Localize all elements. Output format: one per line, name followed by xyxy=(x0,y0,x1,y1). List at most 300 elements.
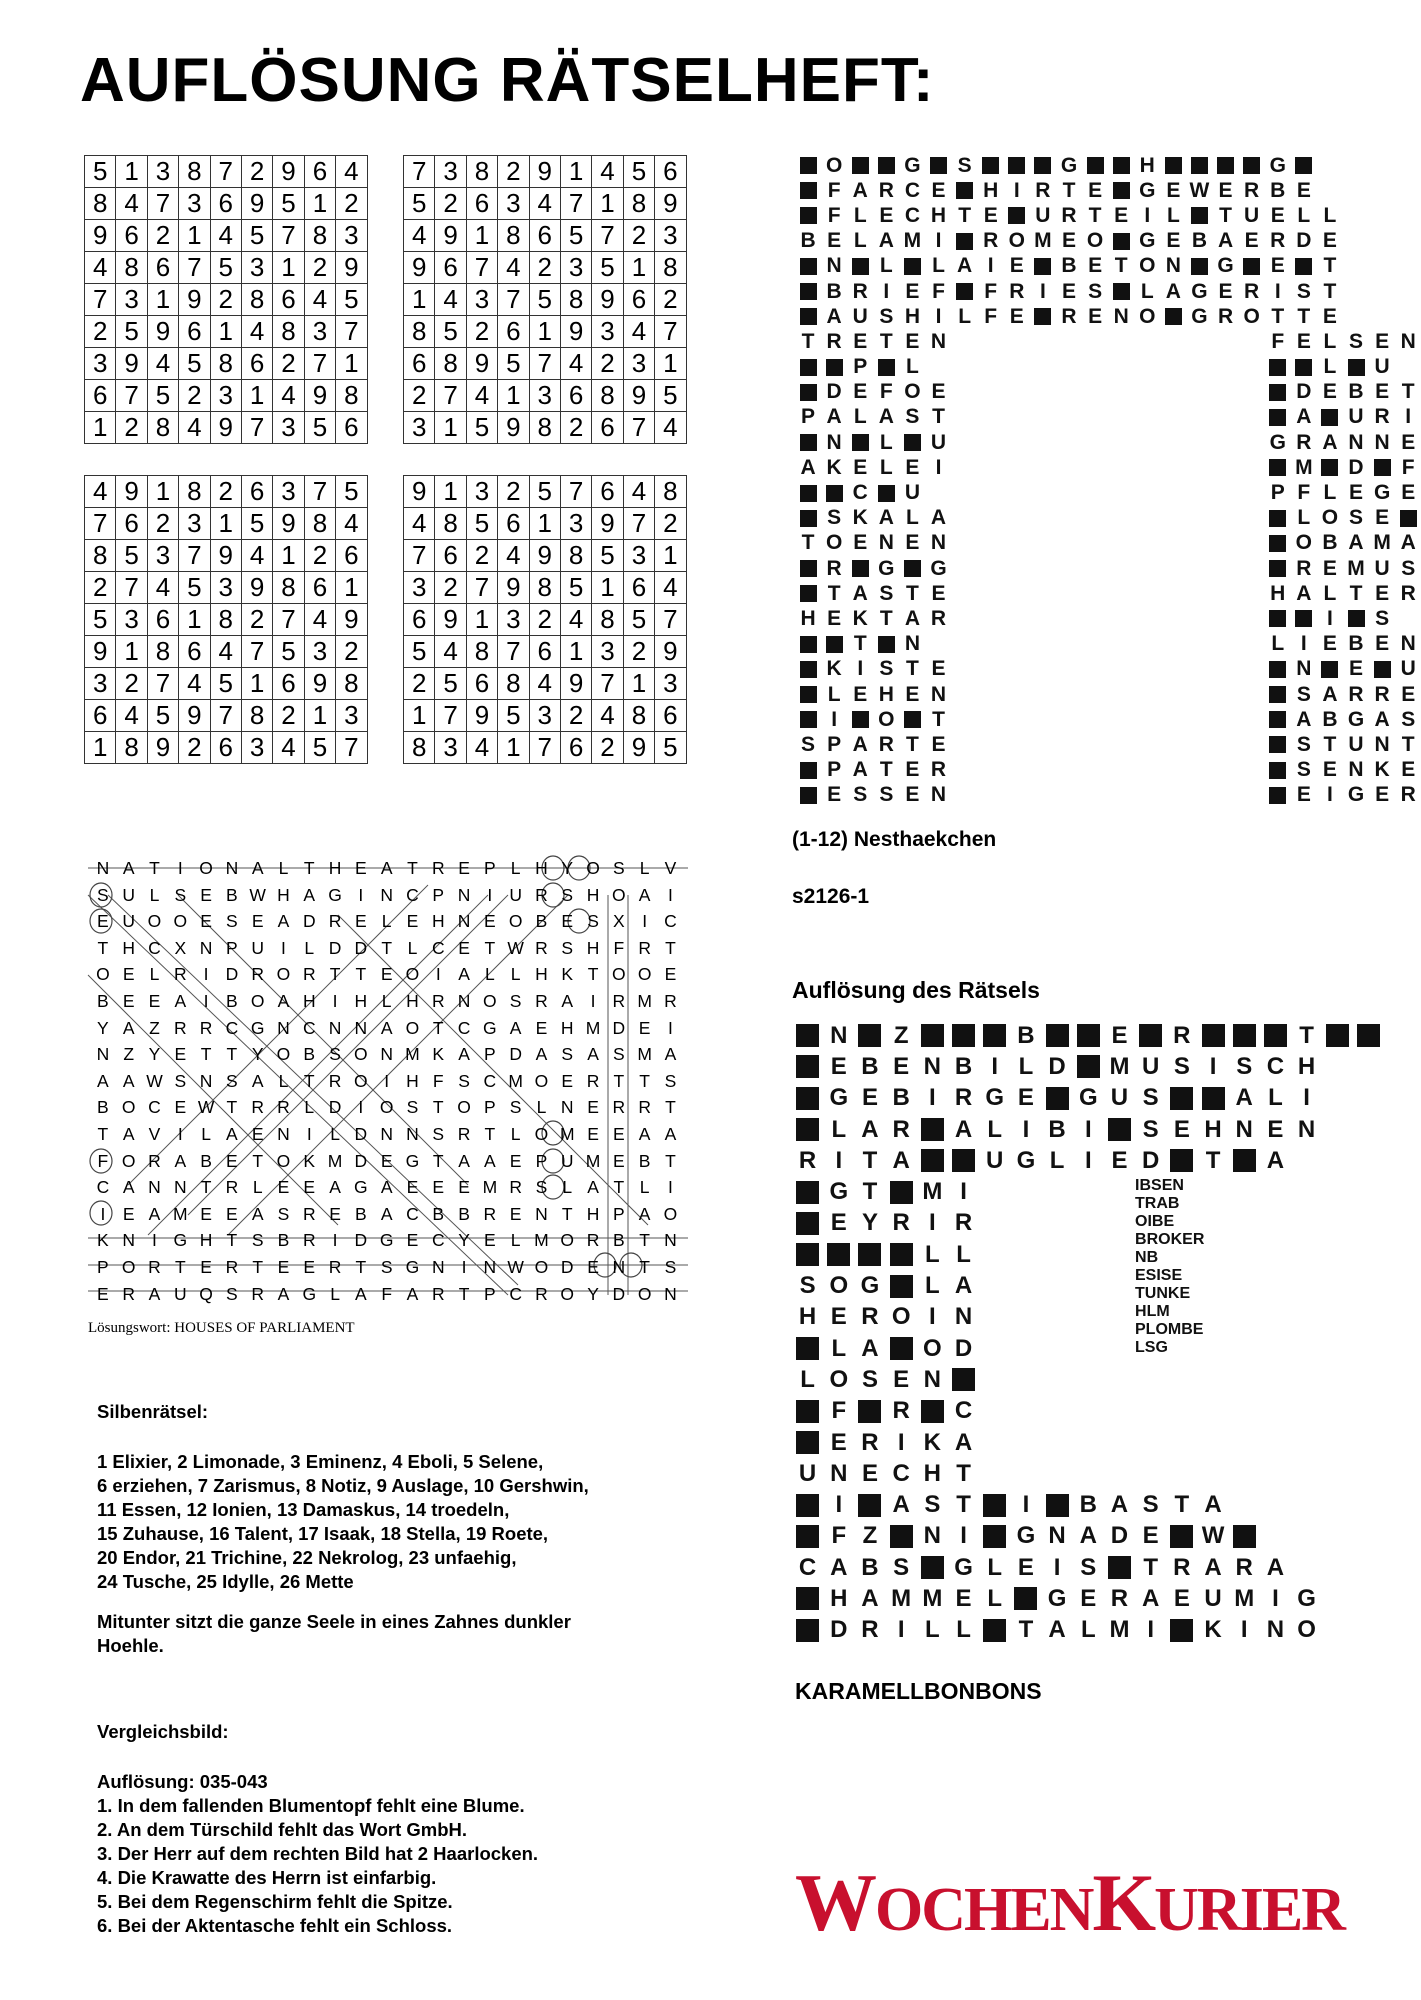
wordsearch-letter: N xyxy=(199,1070,213,1091)
crossword-1-letter-cell xyxy=(1082,531,1108,556)
crossword-1-letter-cell: L xyxy=(853,405,867,429)
crossword-1-letter-cell: T xyxy=(1401,380,1415,404)
sudoku-cell: 2 xyxy=(592,732,623,764)
crossword-1-letter-cell xyxy=(1004,480,1030,505)
crossword-2-letter-cell: L xyxy=(1018,1052,1034,1080)
sudoku-cell: 9 xyxy=(241,572,272,604)
sudoku-cell: 9 xyxy=(210,412,241,444)
crossword-1-letter-cell xyxy=(1213,581,1239,606)
wordsearch-letter: S xyxy=(226,1070,238,1091)
sudoku-row xyxy=(85,220,368,252)
sudoku-cell: 5 xyxy=(498,700,529,732)
crossword-1-letter-cell xyxy=(1186,329,1212,354)
wordsearch-letter: L xyxy=(149,884,160,905)
crossword-1-letter-cell: E xyxy=(1088,304,1103,328)
sudoku-cell: 5 xyxy=(147,380,178,412)
crossword-1-letter-cell xyxy=(1134,707,1160,732)
crossword-2-right-letter-cell: O xyxy=(1135,1213,1148,1230)
sudoku-cell: 7 xyxy=(147,188,178,220)
crossword-2-letter-cell: A xyxy=(1110,1491,1129,1519)
crossword-1-letter-cell: A xyxy=(852,758,868,782)
crossword-1-letter-cell: E xyxy=(1349,657,1364,681)
crossword-1-letter-cell: G xyxy=(878,556,895,580)
crossword-2-letter-cell: S xyxy=(861,1365,878,1393)
crossword-2-letter-cell: I xyxy=(1084,1146,1092,1174)
wordsearch-letter: T xyxy=(97,937,109,958)
crossword-2-black-cell xyxy=(948,1364,979,1395)
wordsearch-letter: O xyxy=(121,1097,136,1118)
wordsearch-letter: T xyxy=(613,1177,625,1198)
wordsearch-letter: D xyxy=(328,937,342,958)
crossword-2-letter-cell: M xyxy=(1109,1052,1130,1080)
crossword-2-right-letter-cell: S xyxy=(1160,1267,1172,1284)
wordsearch-letter: E xyxy=(664,964,677,985)
sudoku-cell: 4 xyxy=(241,316,272,348)
crossword-1-letter-cell: A xyxy=(1400,531,1416,555)
crossword-1-letter-cell xyxy=(978,657,1004,682)
crossword-1-black-cell xyxy=(1291,254,1317,279)
crossword-2-black-cell xyxy=(886,1239,917,1270)
sudoku-cell: 4 xyxy=(560,348,591,380)
crossword-1-letter-cell: S xyxy=(879,304,894,328)
crossword-2-letter-cell: C xyxy=(892,1459,910,1487)
sudoku-cell: 7 xyxy=(116,380,147,412)
crossword-1-letter-cell xyxy=(1186,758,1212,783)
crossword-2-black-cell xyxy=(1010,1583,1041,1614)
wordsearch-letter: L xyxy=(330,1283,340,1304)
wordsearch-letter: O xyxy=(96,964,110,985)
crossword-2-black-cell xyxy=(792,1615,823,1646)
sudoku-cell: 7 xyxy=(498,636,529,668)
crossword-1-black-cell xyxy=(1369,455,1395,480)
sudoku-cell: 4 xyxy=(304,604,335,636)
sudoku-cell: 1 xyxy=(179,220,210,252)
sudoku-cell: 2 xyxy=(85,316,116,348)
crossword-1-letter-cell: U xyxy=(1035,203,1051,227)
sudoku-cell: 5 xyxy=(435,316,466,348)
wordsearch-letter: S xyxy=(406,1097,419,1118)
crossword-1-letter-cell: P xyxy=(801,405,816,429)
sudoku-cell: 3 xyxy=(466,476,497,508)
sudoku-row xyxy=(85,476,368,508)
wordsearch-letter: E xyxy=(200,884,212,905)
crossword-2-row xyxy=(792,1083,1385,1114)
wordsearch-letter: N xyxy=(225,858,239,878)
wordsearch-letter: H xyxy=(302,990,316,1011)
sudoku-cell: 3 xyxy=(623,540,654,572)
crossword-1-letter-cell: U xyxy=(1400,657,1416,681)
sudoku-cell: 8 xyxy=(560,540,591,572)
wordsearch-letter: O xyxy=(276,1044,291,1065)
crossword-1-letter-cell xyxy=(1004,783,1030,808)
sudoku-row xyxy=(404,572,687,604)
crossword-2-letter-cell: R xyxy=(1235,1553,1253,1581)
wordsearch-letter: W xyxy=(507,937,524,958)
sudoku-cell: 8 xyxy=(655,476,686,508)
wordsearch-letter: A xyxy=(458,964,470,985)
crossword-1-letter-cell xyxy=(1160,606,1186,631)
crossword-2-letter-cell: A xyxy=(861,1115,879,1143)
crossword-1-letter-cell: R xyxy=(852,279,868,303)
sudoku-row xyxy=(85,156,368,188)
silbenraetsel-line: 1 Elixier, 2 Limonade, 3 Eminenz, 4 Eboli, 5 Selene, xyxy=(97,1451,544,1472)
wordsearch-letter: N xyxy=(431,1256,445,1277)
wordsearch-letter: A xyxy=(380,1017,393,1038)
sudoku-cell: 2 xyxy=(560,412,591,444)
crossword-2-row xyxy=(792,1615,1385,1646)
wordsearch-letter: B xyxy=(226,884,238,905)
sudoku-cell: 5 xyxy=(655,732,686,764)
crossword-1-letter-cell xyxy=(1108,581,1134,606)
wordsearch-letter: P xyxy=(484,1097,496,1118)
wordsearch-letter: A xyxy=(458,1150,470,1171)
crossword-1-letter-cell xyxy=(1213,405,1239,430)
crossword-2-black-cell xyxy=(854,1239,885,1270)
crossword-2-letter-cell: H xyxy=(798,1303,817,1331)
crossword-1-letter-cell: L xyxy=(1323,581,1337,605)
wordsearch-letter: S xyxy=(277,1203,290,1224)
crossword-1-row xyxy=(795,430,1421,455)
crossword-2-letter-cell: I xyxy=(929,1084,936,1112)
wordsearch-letter: X xyxy=(612,911,625,932)
crossword-1-black-cell xyxy=(847,153,873,178)
crossword-2-letter-cell: H xyxy=(923,1459,942,1487)
crossword-1-letter-cell xyxy=(1082,732,1108,757)
crossword-1-letter-cell: A xyxy=(1217,229,1234,253)
vergleichsbild-line: 3. Der Herr auf dem rechten Bild hat 2 Haarlocken. xyxy=(97,1843,539,1864)
wordsearch-letter: N xyxy=(535,1203,548,1224)
crossword-1-black-cell xyxy=(1265,380,1291,405)
crossword-1-solution: (1-12) Nesthaekchen xyxy=(792,828,997,851)
sudoku-cell: 1 xyxy=(304,188,335,220)
wordsearch-letter: E xyxy=(251,1123,264,1144)
crossword-2-letter-cell: I xyxy=(1272,1584,1279,1612)
sudoku-cell: 4 xyxy=(116,700,147,732)
crossword-2-letter-cell: N xyxy=(954,1303,973,1331)
wordsearch-letter: T xyxy=(587,964,599,985)
sudoku-cell: 3 xyxy=(655,220,686,252)
sudoku-cell: 4 xyxy=(273,732,304,764)
wordsearch-letter: O xyxy=(457,1097,471,1118)
wordsearch-letter: L xyxy=(510,964,521,985)
crossword-2-letter-cell: G xyxy=(954,1553,973,1581)
crossword-1-letter-cell: L xyxy=(827,682,841,706)
crossword-1-letter-cell xyxy=(1160,506,1186,531)
crossword-2-letter-cell: S xyxy=(1142,1084,1159,1112)
crossword-2-letter-cell: L xyxy=(1049,1146,1065,1174)
crossword-1-letter-cell xyxy=(952,682,978,707)
crossword-1-row xyxy=(795,279,1421,304)
crossword-2-letter-cell: K xyxy=(923,1428,942,1456)
crossword-2-letter-cell: A xyxy=(1204,1491,1222,1519)
sudoku-cell: 9 xyxy=(116,348,147,380)
wordsearch-letter: K xyxy=(97,1230,109,1251)
crossword-2-letter-cell: L xyxy=(800,1365,815,1393)
crossword-1-letter-cell: A xyxy=(878,405,894,429)
crossword-1-black-cell xyxy=(1160,304,1186,329)
sudoku-cell: 2 xyxy=(560,700,591,732)
crossword-2-letter-cell: F xyxy=(831,1522,847,1550)
wordsearch-letter: G xyxy=(405,1256,420,1277)
sudoku-cell: 8 xyxy=(336,380,367,412)
crossword-2-row xyxy=(792,1458,1385,1489)
sudoku-cell: 2 xyxy=(623,636,654,668)
crossword-2-right-letter-cell: R xyxy=(1192,1231,1205,1248)
sudoku-cell: 2 xyxy=(466,540,497,572)
crossword-2-row xyxy=(792,1208,1385,1239)
crossword-1-letter-cell xyxy=(1030,556,1056,581)
crossword-1-black-cell xyxy=(795,581,821,606)
crossword-2-black-cell xyxy=(854,1489,885,1520)
wordsearch-letter: A xyxy=(664,1044,677,1065)
crossword-2-letter-cell: M xyxy=(1109,1616,1130,1644)
crossword-1-letter-cell xyxy=(1004,581,1030,606)
wordsearch-letter: O xyxy=(534,1123,549,1144)
crossword-1-letter-cell: N xyxy=(1400,329,1416,353)
sudoku-cell: 8 xyxy=(116,732,147,764)
crossword-1-letter-cell xyxy=(952,581,978,606)
crossword-1-letter-cell xyxy=(1134,581,1160,606)
sudoku-cell: 6 xyxy=(336,540,367,572)
sudoku-cell: 8 xyxy=(404,316,435,348)
crossword-2-letter-cell: R xyxy=(1110,1584,1129,1612)
sudoku-cell: 6 xyxy=(466,668,497,700)
crossword-2-letter-cell: L xyxy=(925,1240,940,1268)
crossword-2-letter-cell: L xyxy=(925,1616,940,1644)
crossword-1-letter-cell xyxy=(1056,556,1082,581)
crossword-1-letter-cell xyxy=(1108,329,1134,354)
crossword-2-letter-cell: A xyxy=(830,1553,848,1581)
crossword-2-right-letter-cell: N xyxy=(1156,1285,1168,1302)
wordsearch-letter: M xyxy=(637,1044,652,1065)
sudoku-cell: 2 xyxy=(147,508,178,540)
crossword-1-letter-cell: K xyxy=(852,506,868,530)
sudoku-cell: 3 xyxy=(592,636,623,668)
crossword-1-letter-cell: R xyxy=(1296,430,1312,454)
crossword-1-letter-cell: T xyxy=(1297,304,1311,328)
crossword-2-letter-cell: G xyxy=(1016,1522,1036,1550)
wordsearch-letter: D xyxy=(560,1256,574,1277)
crossword-1-letter-cell: S xyxy=(853,783,868,807)
crossword-1-letter-cell xyxy=(1056,632,1082,657)
crossword-2-row xyxy=(792,1020,1385,1051)
crossword-1-letter-cell: A xyxy=(1348,531,1364,555)
sudoku-cell: 5 xyxy=(592,540,623,572)
silbenraetsel-line: 24 Tusche, 25 Idylle, 26 Mette xyxy=(97,1571,354,1592)
crossword-2-black-cell xyxy=(917,1145,948,1176)
crossword-2-letter-cell: B xyxy=(861,1553,879,1581)
sudoku-cell: 7 xyxy=(498,284,529,316)
wordsearch-letter: Z xyxy=(123,1044,135,1065)
crossword-2-letter-cell: T xyxy=(956,1459,971,1487)
crossword-1-letter-cell xyxy=(1030,380,1056,405)
crossword-1-letter-cell xyxy=(1186,632,1212,657)
crossword-1-letter-cell xyxy=(1004,707,1030,732)
wordsearch-letter: R xyxy=(148,1256,161,1277)
crossword-1-letter-cell: E xyxy=(1375,380,1390,404)
crossword-1-letter-cell: T xyxy=(801,531,815,555)
wordsearch-letter: W xyxy=(197,1097,215,1118)
sudoku-cell: 4 xyxy=(210,220,241,252)
crossword-2-letter-cell: L xyxy=(956,1616,971,1644)
crossword-1-letter-cell xyxy=(1030,405,1056,430)
sudoku-cell: 8 xyxy=(529,412,560,444)
crossword-1-letter-cell: P xyxy=(827,732,842,756)
wordsearch-letter: T xyxy=(226,1097,238,1118)
sudoku-row xyxy=(85,252,368,284)
wordsearch-letter: E xyxy=(380,1150,393,1171)
wordsearch-letter: L xyxy=(639,1177,650,1198)
wordsearch-letter: O xyxy=(612,884,626,905)
crossword-2-letter-cell: R xyxy=(798,1146,817,1174)
wordsearch-letter: I xyxy=(384,1070,390,1091)
crossword-1-letter-cell xyxy=(978,405,1004,430)
crossword-2-right-row xyxy=(1135,1303,1204,1321)
crossword-1-letter-cell: E xyxy=(1296,178,1311,202)
wordsearch-letter: U xyxy=(251,937,264,958)
crossword-1-letter-cell xyxy=(1239,329,1265,354)
crossword-1-letter-cell xyxy=(1239,455,1265,480)
crossword-1-letter-cell: G xyxy=(904,153,921,177)
sudoku-row xyxy=(404,348,687,380)
crossword-1-letter-cell: E xyxy=(905,531,920,555)
crossword-1-letter-cell: I xyxy=(857,657,864,681)
crossword-1-letter-cell xyxy=(1030,682,1056,707)
wordsearch-row xyxy=(90,1281,683,1308)
wordsearch-letter: R xyxy=(457,1123,471,1144)
crossword-1-letter-cell: B xyxy=(1322,531,1338,555)
crossword-1-letter-cell: O xyxy=(1243,304,1260,328)
crossword-2-letter-cell: Z xyxy=(862,1522,878,1550)
wordsearch-letter: E xyxy=(484,911,496,932)
crossword-1-letter-cell: U xyxy=(1374,556,1390,580)
wordsearch-letter: S xyxy=(561,884,574,905)
sudoku-cell: 5 xyxy=(655,380,686,412)
sudoku-cell: 3 xyxy=(529,700,560,732)
crossword-2-letter-cell: G xyxy=(1297,1584,1316,1612)
sudoku-cell: 9 xyxy=(85,220,116,252)
crossword-1-letter-cell: M xyxy=(1373,531,1391,555)
vergleichsbild-line: 5. Bei dem Regenschirm fehlt die Spitze. xyxy=(97,1891,453,1912)
crossword-2-letter-cell: D xyxy=(1110,1522,1129,1550)
wordsearch-letter: S xyxy=(535,1177,548,1198)
crossword-1-letter-cell: T xyxy=(879,329,893,353)
crossword-2-black-cell xyxy=(792,1427,823,1458)
wordsearch-letter: A xyxy=(277,990,290,1011)
crossword-1-row xyxy=(795,355,1421,380)
crossword-1-black-cell xyxy=(1265,682,1291,707)
crossword-1-letter-cell: R xyxy=(1244,178,1260,202)
crossword-1-letter-cell xyxy=(978,506,1004,531)
sudoku-cell: 9 xyxy=(241,188,272,220)
wordsearch-letter: H xyxy=(586,937,600,958)
crossword-1-letter-cell: E xyxy=(1375,581,1390,605)
crossword-1-letter-cell xyxy=(978,380,1004,405)
crossword-2-black-cell xyxy=(1042,1083,1073,1114)
crossword-2-letter-cell: T xyxy=(1299,1021,1314,1049)
wordsearch-letter: H xyxy=(535,858,548,878)
sudoku-cell: 5 xyxy=(623,156,654,188)
crossword-1-letter-cell xyxy=(1082,380,1108,405)
crossword-1-letter-cell xyxy=(1004,606,1030,631)
wordsearch-letter: M xyxy=(534,1230,549,1251)
wordsearch-letter: B xyxy=(303,1044,316,1065)
wordsearch-letter: S xyxy=(380,1256,393,1277)
crossword-1-letter-cell: E xyxy=(931,657,946,681)
crossword-1-letter-cell xyxy=(1239,405,1265,430)
crossword-1-black-cell xyxy=(795,279,821,304)
crossword-1-letter-cell xyxy=(1082,581,1108,606)
crossword-2-row xyxy=(792,1396,1385,1427)
crossword-1-letter-cell xyxy=(1004,506,1030,531)
crossword-1-row xyxy=(795,304,1421,329)
wordsearch-letter: N xyxy=(96,1044,110,1065)
sudoku-cell: 5 xyxy=(304,732,335,764)
crossword-1-letter-cell: H xyxy=(1270,581,1286,605)
crossword-1-letter-cell xyxy=(1186,380,1212,405)
sudoku-cell: 2 xyxy=(336,636,367,668)
crossword-1-letter-cell xyxy=(1056,430,1082,455)
crossword-grid-2-right xyxy=(1135,1177,1204,1357)
crossword-2-black-cell xyxy=(886,1521,917,1552)
crossword-1-black-cell xyxy=(1369,657,1395,682)
wordsearch-letter: B xyxy=(612,1230,625,1251)
crossword-2-letter-cell: G xyxy=(860,1272,880,1300)
crossword-2-black-cell xyxy=(854,1396,885,1427)
wordsearch-letter: T xyxy=(561,1203,573,1224)
wordsearch-letter: W xyxy=(249,884,266,905)
crossword-1-letter-cell: M xyxy=(1034,229,1052,253)
crossword-1-letter-cell: L xyxy=(958,304,972,328)
wordsearch-letter: N xyxy=(96,858,110,878)
sudoku-cell: 4 xyxy=(592,700,623,732)
crossword-2-right-letter-cell: E xyxy=(1135,1267,1146,1284)
crossword-1-letter-cell: T xyxy=(906,732,919,756)
crossword-1-letter-cell xyxy=(1082,783,1108,808)
crossword-2-letter-cell: M xyxy=(922,1584,943,1612)
sudoku-row xyxy=(404,508,687,540)
wordsearch-letter: I xyxy=(667,884,673,905)
sudoku-cell: 7 xyxy=(336,316,367,348)
crossword-1-letter-cell: F xyxy=(879,380,893,404)
wordsearch-letter: E xyxy=(277,1256,290,1277)
wordsearch-letter: T xyxy=(639,1256,650,1277)
crossword-1-letter-cell: U xyxy=(1374,355,1390,379)
sudoku-cell: 1 xyxy=(85,732,116,764)
crossword-1-letter-cell xyxy=(1082,707,1108,732)
crossword-2-letter-cell: O xyxy=(923,1334,942,1362)
crossword-1-letter-cell xyxy=(1030,707,1056,732)
crossword-1-letter-cell: K xyxy=(826,455,842,479)
crossword-2-letter-cell: O xyxy=(829,1365,849,1393)
crossword-1-letter-cell: F xyxy=(1297,481,1311,505)
sudoku-cell: 5 xyxy=(529,284,560,316)
wordsearch-letter: D xyxy=(354,1150,368,1171)
crossword-1-letter-cell: H xyxy=(930,203,947,227)
crossword-2-black-cell xyxy=(917,1396,948,1427)
crossword-1-letter-cell xyxy=(1186,405,1212,430)
wordsearch-letter: A xyxy=(251,858,264,878)
crossword-2-letter-cell: R xyxy=(1173,1021,1191,1049)
crossword-1-letter-cell: T xyxy=(1323,732,1337,756)
wordsearch-letter: E xyxy=(251,911,264,932)
crossword-1-letter-cell: H xyxy=(1139,153,1155,177)
wordsearch-letter: G xyxy=(405,1150,420,1171)
wordsearch-letter: C xyxy=(509,1283,522,1304)
crossword-2-row xyxy=(792,1333,1385,1364)
sudoku-cell: 4 xyxy=(179,412,210,444)
wordsearch-letter: R xyxy=(277,1097,290,1118)
